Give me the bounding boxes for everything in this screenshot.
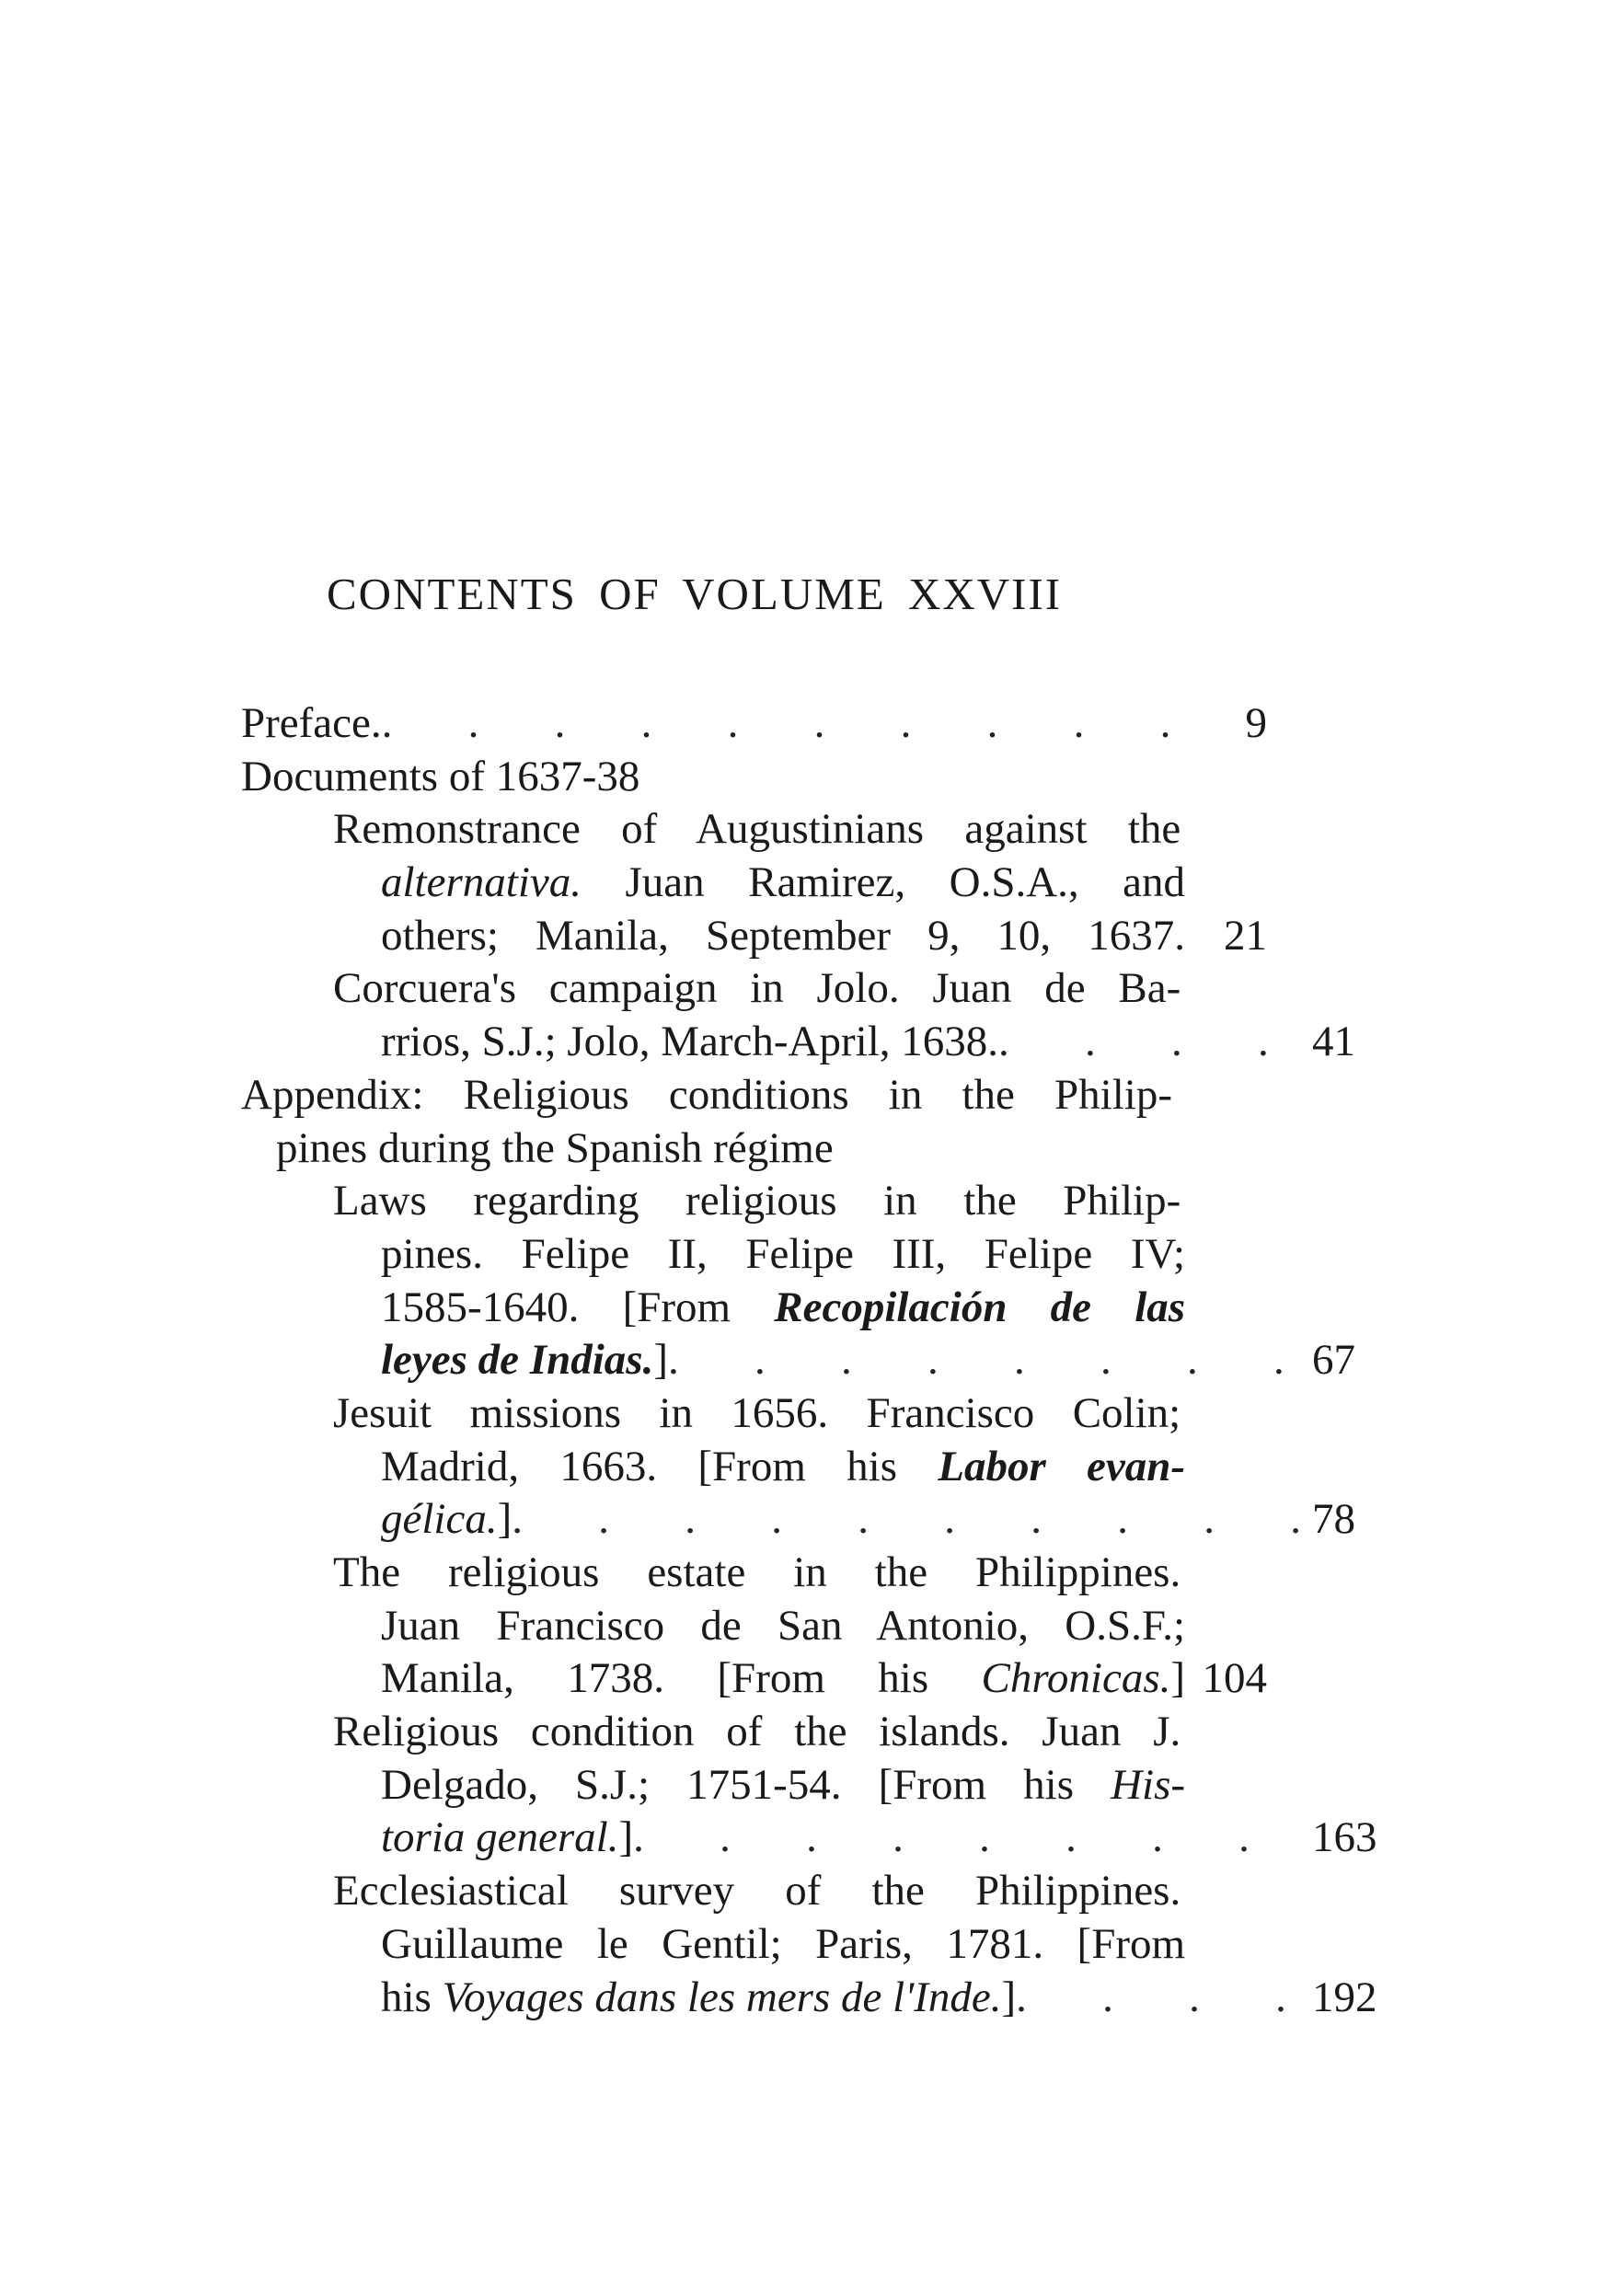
toc-line-text: [241, 1652, 1185, 1706]
toc-line-text: [241, 962, 1181, 1016]
toc-line-text: [241, 1812, 1312, 1865]
toc-text: [241, 1069, 1172, 1122]
dot-leader: [1016, 1972, 1312, 2025]
toc-line: [241, 1706, 1267, 1759]
text-segment: Jesuit missions in 1656. Francisco Colin;: [333, 1388, 1181, 1437]
toc-text: [333, 1865, 1181, 1918]
page-number: 67: [1312, 1336, 1355, 1385]
toc-line: [241, 1865, 1267, 1918]
page-number: 192: [1312, 1973, 1377, 2021]
toc-text: [381, 1441, 1185, 1494]
toc-line: [241, 1547, 1267, 1600]
italic-title: leyes de Indias.: [381, 1336, 654, 1385]
toc-text: [381, 1228, 1185, 1282]
text-segment: 1585-1640. [From: [381, 1283, 775, 1331]
text-segment: ]: [653, 1336, 668, 1385]
toc-line-text: [241, 1600, 1185, 1653]
toc-line-text: [241, 1547, 1181, 1600]
toc-line: [241, 1175, 1267, 1228]
text-segment: Delgado, S.J.; 1751-54. [From his: [381, 1760, 1111, 1809]
toc-line: [241, 1334, 1355, 1387]
toc-line: [241, 1600, 1267, 1653]
toc-text: [333, 1175, 1181, 1228]
toc-line-text: [241, 1228, 1185, 1282]
text-segment: Laws regarding religious in the Philip-: [333, 1177, 1181, 1225]
text-segment: Preface.: [241, 699, 382, 747]
toc-line: [241, 1441, 1267, 1494]
toc-line: [241, 1228, 1267, 1282]
toc-text: [381, 1812, 633, 1865]
toc-line: [241, 1282, 1267, 1335]
toc-line: [241, 1387, 1267, 1441]
dot-leader: [668, 1334, 1312, 1387]
toc-text: [333, 962, 1181, 1016]
page-number: 9: [1245, 699, 1267, 747]
italic-title: His-: [1111, 1760, 1186, 1809]
toc-text: [381, 1334, 668, 1387]
toc-text: [381, 857, 1185, 910]
toc-line-text: [241, 1759, 1185, 1812]
toc-line-text: [241, 803, 1181, 857]
text-segment: Guillaume le Gentil; Paris, 1781. [From: [381, 1919, 1186, 1968]
text-segment: ]: [1170, 1654, 1186, 1703]
text-segment: rrios, S.J.; Jolo, March-April, 1638.: [381, 1018, 999, 1066]
toc-text: [381, 1282, 1185, 1335]
toc-line: [241, 1016, 1355, 1069]
toc-line-text: [241, 1865, 1181, 1918]
toc-line-text: [241, 1493, 1312, 1547]
toc-line-text: [241, 1706, 1181, 1759]
italic-title: toria general.: [381, 1813, 619, 1862]
page-number: 78: [1312, 1495, 1355, 1544]
toc-line-text: [241, 1334, 1312, 1387]
text-segment: Religious condition of the islands. Juan J.: [333, 1708, 1181, 1756]
toc-line: [241, 1122, 1267, 1176]
toc-line-text: [241, 1175, 1181, 1228]
table-of-contents: [241, 697, 1377, 2024]
toc-line: [241, 751, 1267, 804]
text-segment: his: [381, 1973, 443, 2021]
text-segment: ]: [497, 1495, 513, 1544]
text-segment: Juan Ramirez, O.S.A., and: [582, 858, 1186, 907]
toc-text: [381, 1972, 1016, 2025]
toc-text: [381, 1652, 1185, 1706]
page-number: 21: [1224, 911, 1267, 960]
dot-leader: [633, 1812, 1312, 1865]
toc-line: [241, 910, 1267, 963]
toc-line-text: [241, 857, 1185, 910]
toc-text: [276, 1122, 834, 1176]
toc-text: [381, 1493, 512, 1547]
toc-line-text: [241, 1122, 1176, 1176]
toc-line: [241, 1069, 1267, 1122]
text-segment: ]: [1001, 1973, 1017, 2021]
toc-text: [381, 1600, 1185, 1653]
toc-line: [241, 803, 1267, 857]
toc-line: [241, 962, 1267, 1016]
text-segment: Documents of 1637-38: [241, 752, 640, 800]
toc-text: [241, 751, 639, 804]
text-segment: pines. Felipe II, Felipe III, Felipe IV;: [381, 1229, 1186, 1278]
italic-title: gélica.: [381, 1495, 498, 1544]
dot-leader: [512, 1493, 1312, 1547]
page-title: CONTENTS OF VOLUME XXVIII: [327, 569, 1063, 619]
text-segment: The religious estate in the Philippines.: [333, 1548, 1181, 1596]
toc-line-text: [241, 1069, 1172, 1122]
dot-leader: [998, 1016, 1312, 1069]
toc-text: [333, 803, 1181, 857]
page-number: 104: [1202, 1654, 1267, 1703]
text-segment: Corcuera's campaign in Jolo. Juan de Ba-: [333, 964, 1181, 1013]
italic-title: Chronicas.: [981, 1654, 1171, 1703]
toc-line-text: [241, 910, 1185, 963]
toc-text: [333, 1706, 1181, 1759]
text-segment: Manila, 1738. [From his: [381, 1654, 982, 1703]
toc-text: [381, 1759, 1185, 1812]
toc-text: [381, 1016, 998, 1069]
toc-text: [381, 1918, 1185, 1972]
toc-line-text: [241, 751, 1172, 804]
toc-text: [381, 910, 1185, 963]
toc-text: [333, 1547, 1181, 1600]
text-segment: pines during the Spanish régime: [276, 1123, 834, 1172]
toc-line: [241, 857, 1267, 910]
toc-text: [241, 697, 382, 751]
page-number: 41: [1312, 1018, 1355, 1066]
toc-line-text: [241, 1918, 1185, 1972]
toc-line-text: [241, 1441, 1185, 1494]
text-segment: Juan Francisco de San Antonio, O.S.F.;: [381, 1601, 1186, 1650]
italic-title: Voyages dans les mers de l'Inde.: [442, 1973, 1002, 2021]
page-number: 163: [1312, 1813, 1377, 1862]
text-segment: Ecclesiastical survey of the Philippines.: [333, 1867, 1181, 1916]
text-segment: Madrid, 1663. [From his: [381, 1442, 939, 1490]
text-segment: Appendix: Religious conditions in the Philip-: [241, 1070, 1172, 1119]
toc-line: [241, 697, 1267, 751]
text-segment: Remonstrance of Augustinians against the: [333, 805, 1181, 854]
toc-text: [333, 1387, 1181, 1441]
text-segment: others; Manila, September 9, 10, 1637.: [381, 911, 1186, 960]
italic-title: Recopilación de las: [774, 1283, 1186, 1331]
toc-line-text: [241, 1282, 1185, 1335]
toc-line: [241, 1493, 1355, 1547]
dot-leader: [382, 697, 1172, 751]
toc-line: [241, 1972, 1377, 2025]
toc-line: [241, 1652, 1267, 1706]
italic-title: alternativa.: [381, 858, 582, 907]
toc-line-text: [241, 1016, 1312, 1069]
toc-line: [241, 1759, 1267, 1812]
toc-line: [241, 1812, 1377, 1865]
toc-line-text: [241, 1387, 1181, 1441]
toc-line-text: [241, 697, 1172, 751]
toc-line-text: [241, 1972, 1312, 2025]
italic-title: Labor evan-: [938, 1442, 1186, 1490]
toc-line: [241, 1918, 1267, 1972]
text-segment: ]: [618, 1813, 634, 1862]
